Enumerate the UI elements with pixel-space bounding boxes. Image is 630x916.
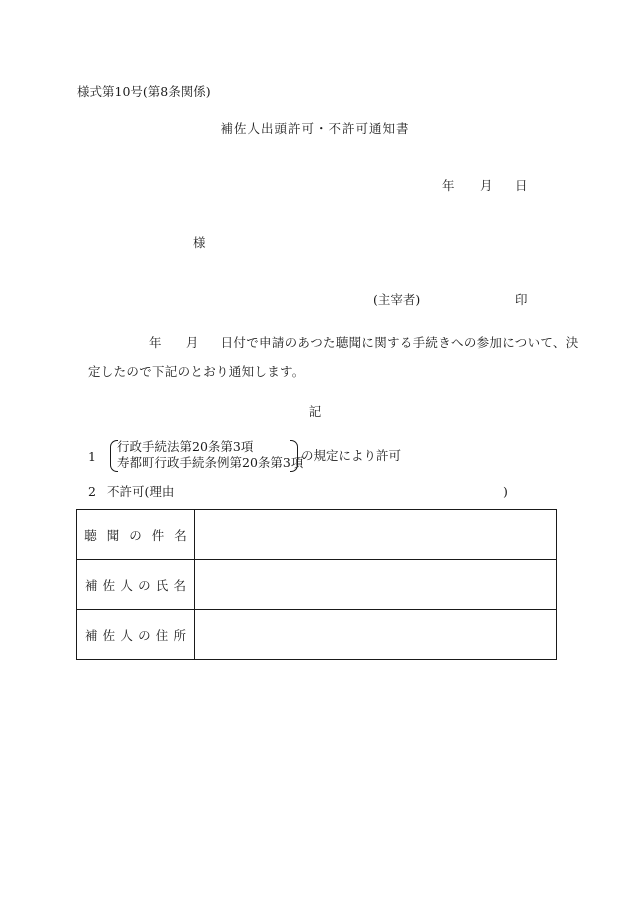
row-label: 補佐人の氏名	[84, 577, 192, 593]
table-row	[77, 610, 557, 660]
body-year-label: 年	[149, 335, 162, 350]
item-2-number: 2	[88, 484, 96, 499]
ki-heading: 記	[308, 404, 322, 419]
item-1-number: 1	[88, 449, 96, 464]
row-label-cell	[77, 610, 195, 660]
organizer-label: (主宰者)	[373, 292, 421, 307]
form-number: 様式第10号(第8条関係)	[77, 84, 211, 99]
body-line-1	[149, 337, 579, 350]
body-line-2: 定したので下記のとおり通知します。	[88, 364, 305, 379]
page-title: 補佐人出頭許可・不許可通知書	[220, 121, 410, 136]
row-label: 補佐人の住所	[84, 627, 192, 643]
law-option-1: 行政手続法第20条第3項	[117, 439, 254, 454]
table-row	[77, 560, 557, 610]
row-label-cell	[77, 560, 195, 610]
date-year-label: 年	[442, 178, 455, 193]
law-option-2: 寿都町行政手続条例第20条第3項	[117, 455, 304, 470]
row-label: 聴聞の件名	[84, 527, 197, 543]
body-month-label: 月	[185, 335, 199, 350]
seal-mark: 印	[515, 292, 528, 307]
hearing-title-field[interactable]	[195, 510, 557, 560]
info-table	[76, 509, 557, 660]
item-2-text: 不許可(理由	[107, 484, 175, 499]
assistant-name-field[interactable]	[195, 560, 557, 610]
row-label-cell	[77, 510, 195, 560]
item-2-close-paren: )	[503, 484, 508, 499]
addressee-suffix: 様	[193, 235, 206, 250]
item-1-suffix: の規定により許可	[301, 448, 402, 463]
assistant-address-field[interactable]	[195, 610, 557, 660]
body-line-1-text: 日付で申請のあつた聴聞に関する手続きへの参加について、決	[220, 335, 579, 350]
table-row	[77, 510, 557, 560]
date-day-label: 日	[515, 178, 528, 193]
date-month-label: 月	[480, 178, 493, 193]
